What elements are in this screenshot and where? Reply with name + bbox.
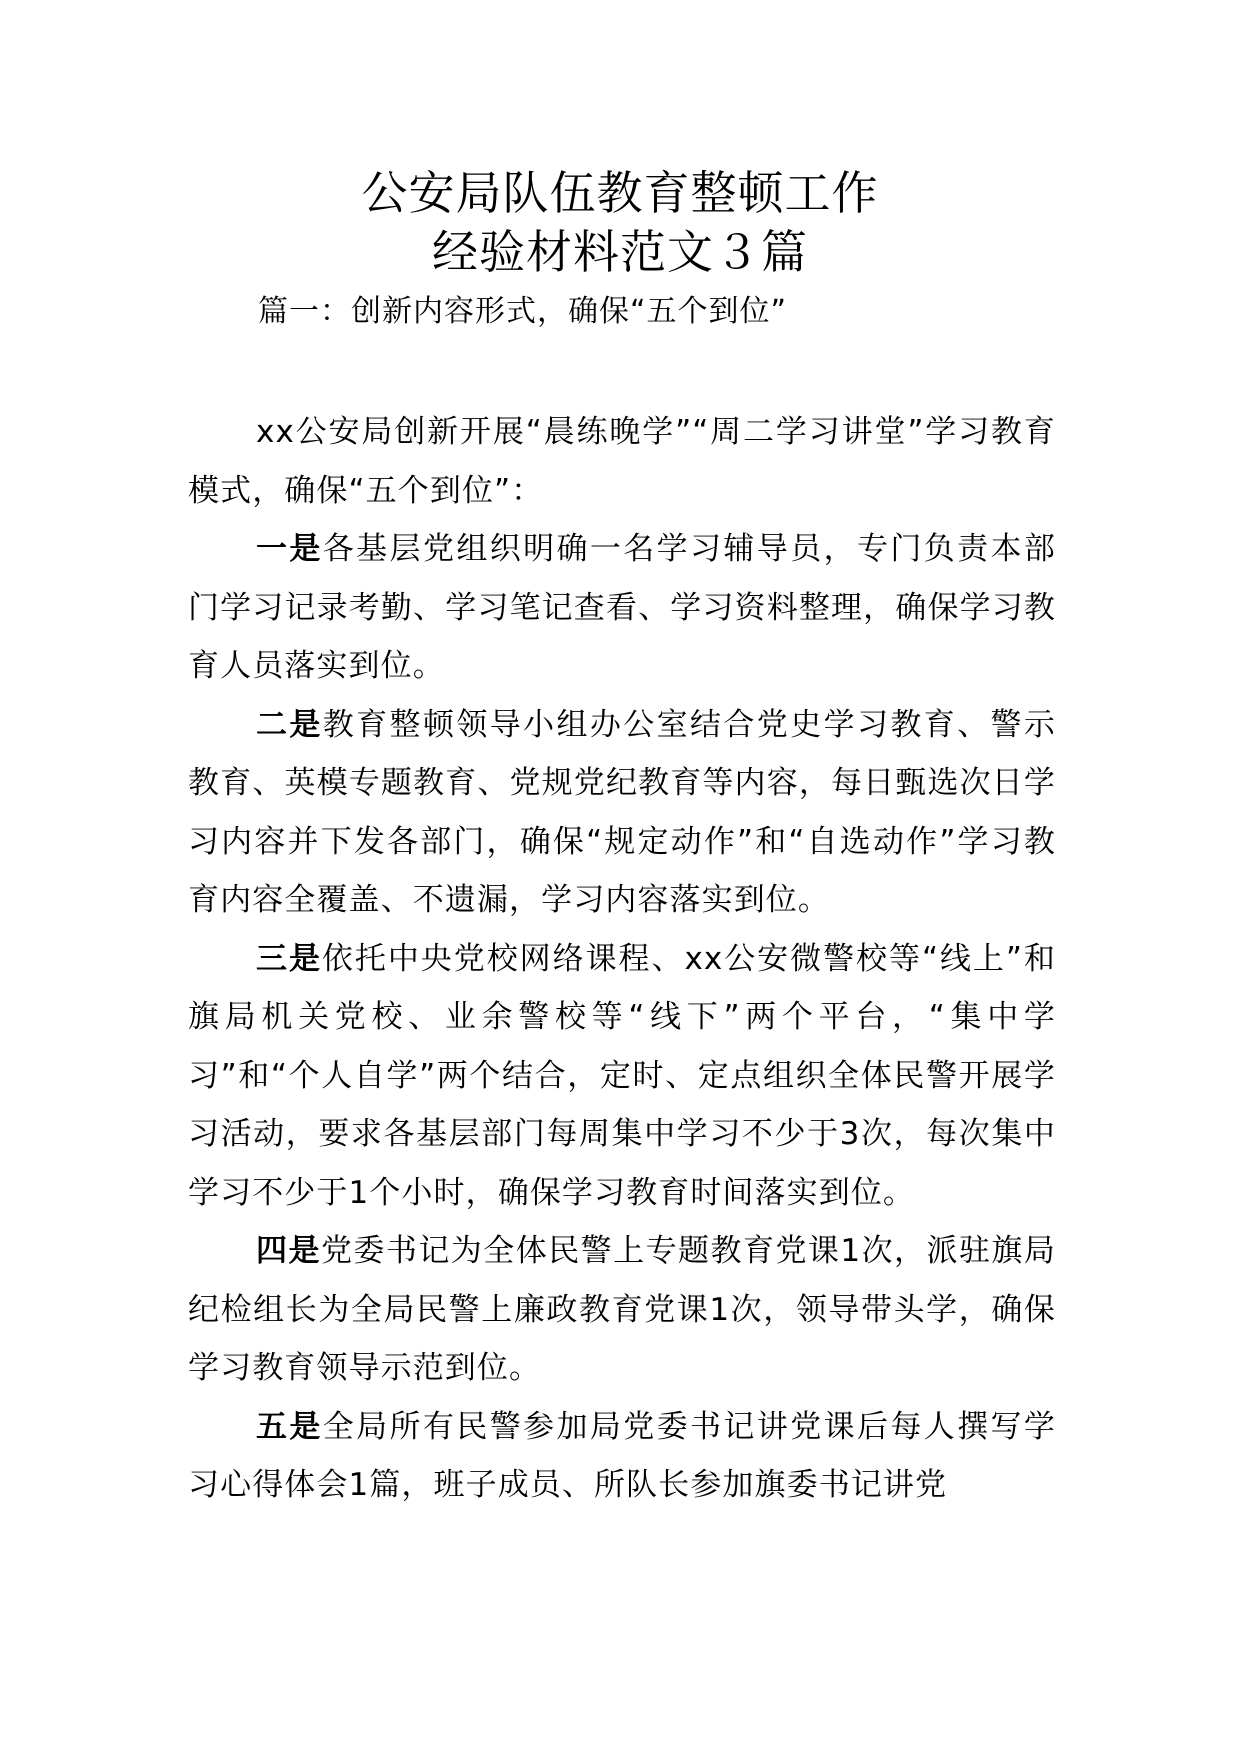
point-lead: 四是 (256, 1233, 321, 1269)
point-text: 全局所有民警参加局党委书记讲党课后每人撰写学习心得体会1篇，班子成员、所队长参加旗委书记讲党 (188, 1408, 1056, 1503)
point-text: 依托中央党校网络课程、xx公安微警校等“线上”和旗局机关党校、业余警校等“线下”两个平台，“集中学习”和“个人自学”两个结合，定时、定点组织全体民警开展学习活动，要求各基层部门每周集中学习不少于3次，每次集中学习不少于1个小时，确保学习教育时间落实到位。 (188, 940, 1056, 1211)
point-text: 党委书记为全体民警上专题教育党课1次，派驻旗局纪检组长为全局民警上廉政教育党课1次，领导带头学，确保学习教育领导示范到位。 (188, 1233, 1056, 1386)
point-paragraph-1 (188, 520, 1056, 696)
section-heading: 篇一：创新内容形式，确保“五个到位” (258, 294, 788, 329)
point-lead: 三是 (256, 940, 322, 977)
point-text: 各基层党组织明确一名学习辅导员，专门负责本部门学习记录考勤、学习笔记查看、学习资料整理，确保学习教育人员落实到位。 (188, 531, 1056, 684)
point-lead: 二是 (256, 706, 323, 743)
document-body (188, 403, 1056, 1515)
point-lead: 一是 (256, 531, 323, 567)
document-title-line-2: 经验材料范文３篇 (432, 225, 808, 279)
intro-paragraph: xx公安局创新开展“晨练晚学”“周二学习讲堂”学习教育模式，确保“五个到位”： (188, 414, 1056, 509)
point-lead: 五是 (256, 1408, 323, 1445)
point-paragraph-3 (188, 930, 1056, 1223)
point-paragraph-5 (188, 1398, 1056, 1515)
document-title-line-1: 公安局队伍教育整顿工作 (361, 166, 879, 220)
point-paragraph-4 (188, 1222, 1056, 1398)
point-text: 教育整顿领导小组办公室结合党史学习教育、警示教育、英模专题教育、党规党纪教育等内容，每日甄选次日学习内容并下发各部门，确保“规定动作”和“自选动作”学习教育内容全覆盖、不遗漏，学习内容落实到位。 (188, 706, 1056, 918)
point-paragraph-2 (188, 696, 1056, 930)
